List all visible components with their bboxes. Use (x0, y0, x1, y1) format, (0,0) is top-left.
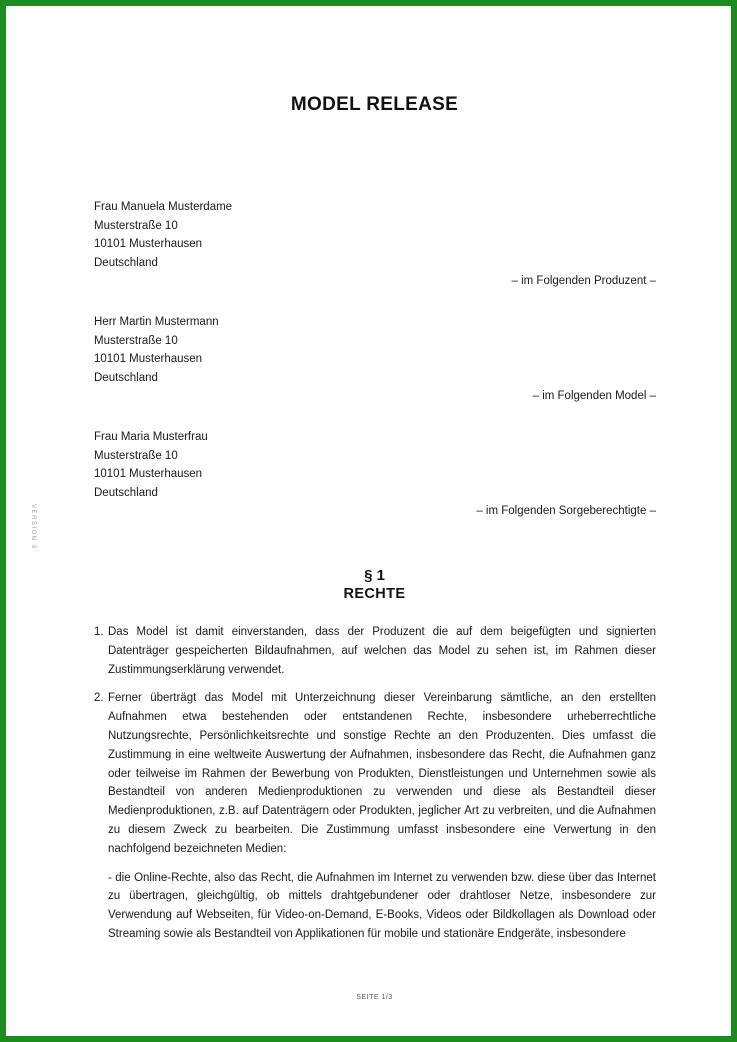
page-number: SEITE 1/3 (356, 994, 393, 1001)
party-model (94, 313, 656, 406)
party-name: Herr Martin Mustermann (94, 316, 219, 328)
clause-text: Das Model ist damit einverstanden, dass der Produzent die auf dem beigefügten und signierten Datenträger gespeicherten Bildaufnahmen, auf welchen das Model zu sehen ist, im Rahmen dieser Zustimmungserklärung verwendet. (108, 626, 656, 676)
party-name: Frau Manuela Musterdame (94, 201, 233, 213)
party-city: 10101 Musterhausen (94, 468, 203, 481)
clause-list (94, 623, 656, 954)
party-role: – im Folgenden Sorgeberechtigte – (476, 505, 656, 518)
section-title: RECHTE (343, 586, 406, 602)
party-city: 10101 Musterhausen (94, 238, 203, 251)
party-street: Musterstraße 10 (94, 219, 178, 232)
section-heading (6, 566, 737, 604)
party-country: Deutschland (94, 371, 158, 384)
version-label: VERSION 3 (30, 504, 36, 550)
section-number: § 1 (364, 567, 385, 584)
party-street: Musterstraße 10 (94, 449, 178, 462)
clause-item (94, 623, 656, 679)
party-producer (94, 198, 656, 291)
party-city: 10101 Musterhausen (94, 353, 203, 366)
party-role: – im Folgenden Model – (532, 390, 656, 403)
party-country: Deutschland (94, 486, 158, 499)
party-street: Musterstraße 10 (94, 334, 178, 347)
clause-subtext: - die Online-Rechte, also das Recht, die Aufnahmen im Internet zu verwenden bzw. diese über das Internet zu übertragen, gleichgültig, ob mittels drahtgebundener oder drahtloser Netze, insbesondere zur Verwendung auf Webseiten, für Video-on-Demand, E-Books, Videos oder Bildkollagen als Download oder Streaming sowie als Bestandteil von Applikationen für mobile und stationäre Endgeräte, insbesondere (108, 871, 656, 940)
party-name: Frau Maria Musterfrau (94, 431, 208, 443)
clause-number: 1. (94, 626, 104, 638)
party-role: – im Folgenden Produzent – (511, 275, 656, 288)
document-title: MODEL RELEASE (290, 94, 459, 115)
clause-text: Ferner überträgt das Model mit Unterzeichnung dieser Vereinbarung sämtliche, an den erstellten Aufnahmen etwa bestehenden oder entstandenen Rechte, insbesondere urheberrechtliche Nutzungsrechte, Persönlichkeitsrechte und sonstige Rechte an den Produzenten. Dies umfasst die Zustimmung in eine weltweite Auswertung der Aufnahmen, insbesondere das Recht, die Aufnahmen ganz oder teilweise im Rahmen der Bewerbung von Produkten, Dienstleistungen und Unternehmen sowie als Bestandteil von anderen Medienproduktionen zu verwenden und diese als Bestandteil dieser Medienproduktionen, z.B. auf Datenträgern oder Produkten, jeglicher Art zu verbreiten, und die Aufnahmen zu diesem Zweck zu bearbeiten. Die Zustimmung umfasst insbesondere eine Verwertung in den nachfolgend bezeichneten Medien: (108, 692, 656, 855)
party-guardian (94, 428, 656, 521)
clause-item (94, 689, 656, 943)
party-country: Deutschland (94, 256, 158, 269)
clause-number: 2. (94, 692, 104, 705)
